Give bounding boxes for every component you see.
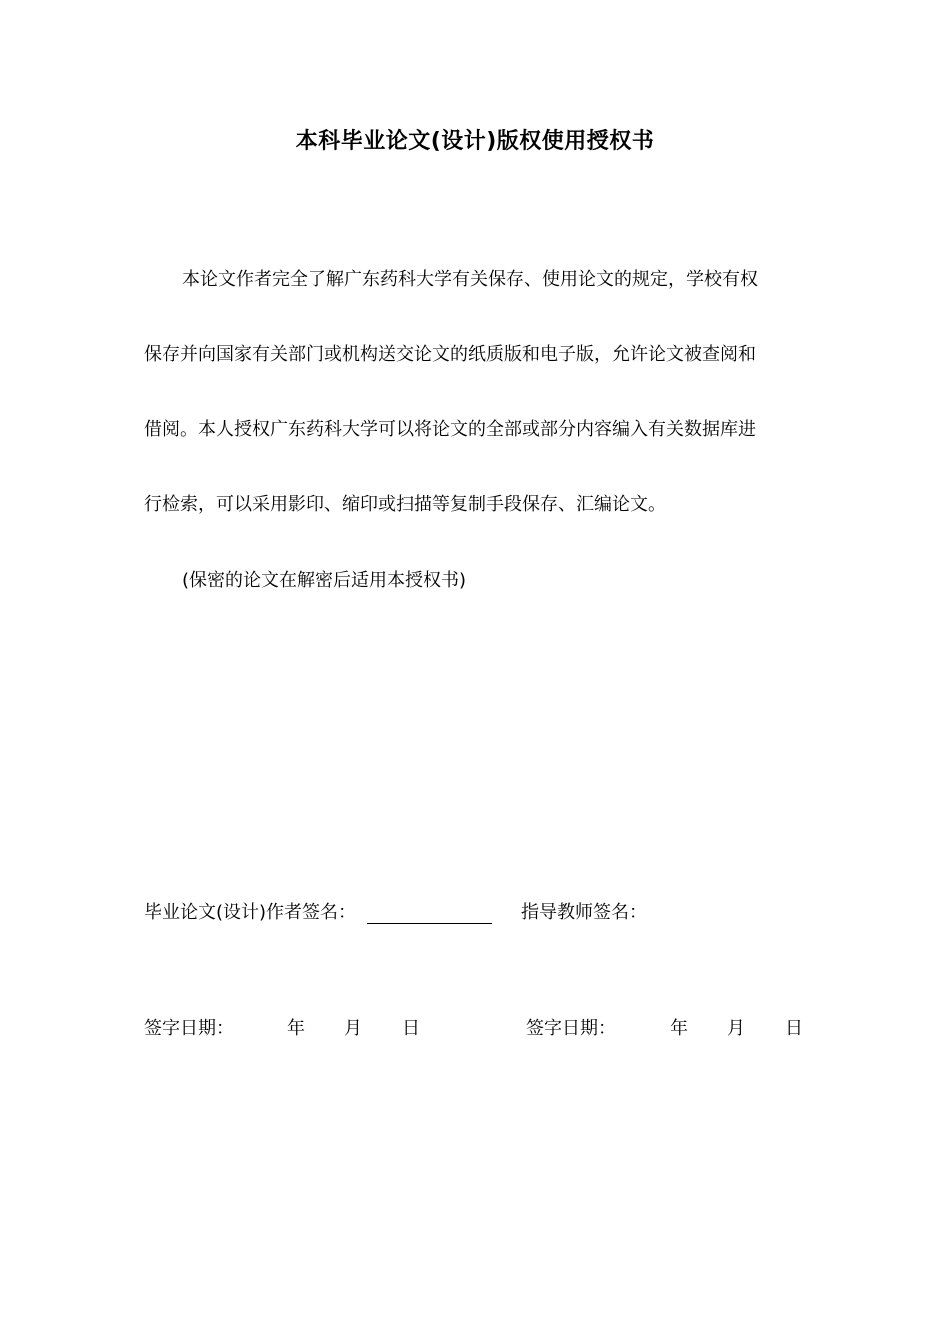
date-row — [144, 1016, 824, 1046]
paragraph-line-2: 保存并向国家有关部门或机构送交论文的纸质版和电子版，允许论文被查阅和 — [144, 344, 756, 365]
right-date-label: 签字日期： — [526, 1018, 616, 1039]
page-title: 本科毕业论文(设计)版权使用授权书 — [295, 129, 655, 154]
left-date-day: 日 — [402, 1018, 420, 1039]
left-date-month: 月 — [344, 1018, 362, 1039]
paragraph-line-4: 行检索，可以采用影印、缩印或扫描等复制手段保存、汇编论文。 — [144, 494, 666, 515]
right-date-day: 日 — [785, 1018, 803, 1039]
supervisor-signature-label: 指导教师签名： — [521, 902, 647, 923]
author-signature-line[interactable] — [367, 922, 492, 924]
left-date-label: 签字日期： — [144, 1018, 234, 1039]
paragraph-line-3: 借阅。本人授权广东药科大学可以将论文的全部或部分内容编入有关数据库进 — [144, 419, 756, 440]
confidential-note: (保密的论文在解密后适用本授权书) — [182, 570, 467, 591]
author-signature-label: 毕业论文(设计)作者签名： — [144, 902, 357, 923]
left-date-year: 年 — [287, 1018, 305, 1039]
paragraph-line-1: 本论文作者完全了解广东药科大学有关保存、使用论文的规定，学校有权 — [182, 269, 758, 290]
right-date-year: 年 — [670, 1018, 688, 1039]
signature-row — [144, 900, 744, 930]
right-date-month: 月 — [727, 1018, 745, 1039]
